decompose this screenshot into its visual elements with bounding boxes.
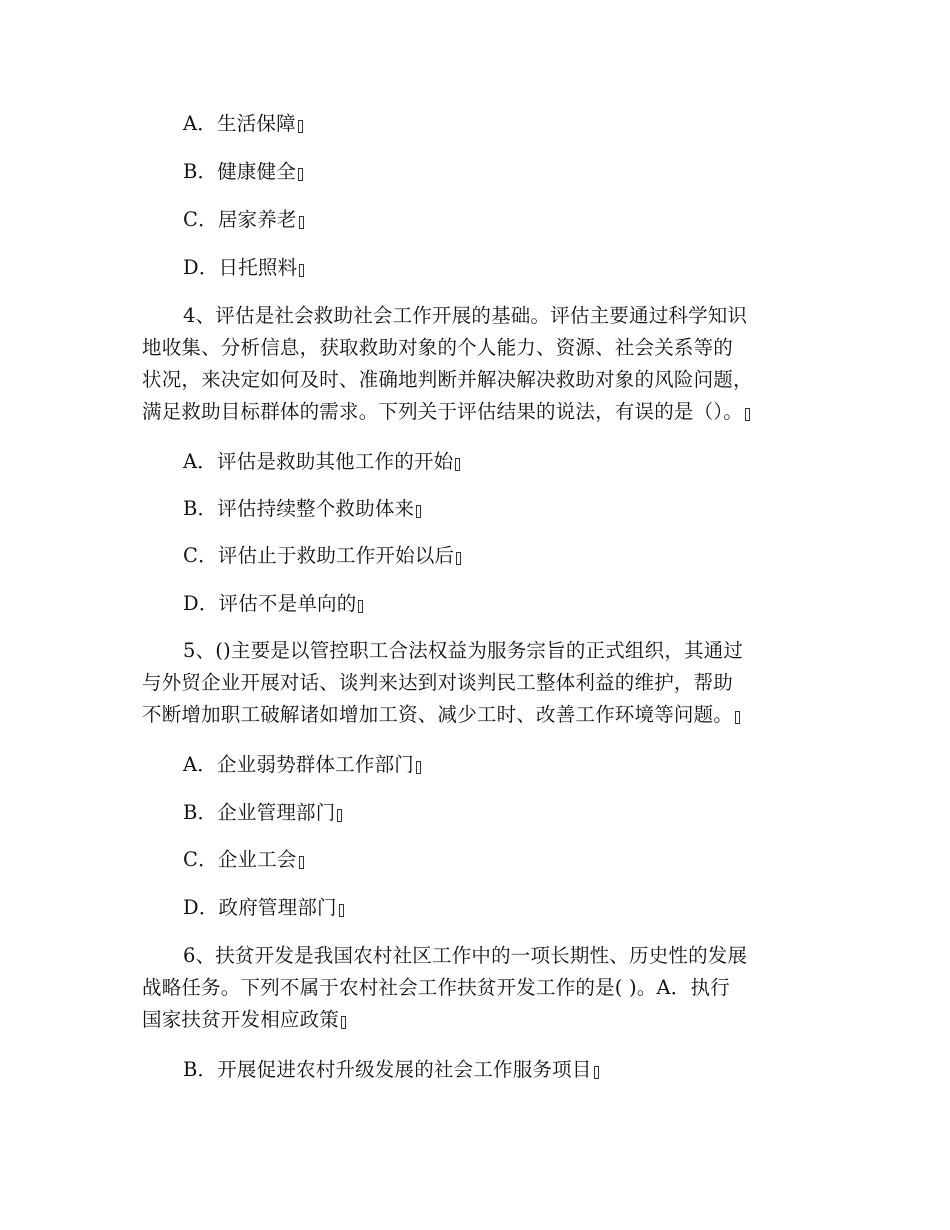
paragraph-mark-icon bbox=[358, 600, 363, 613]
paragraph-mark-icon bbox=[416, 505, 421, 518]
paragraph-mark-icon bbox=[594, 1066, 599, 1079]
q5-option-b: B．企业管理部门 bbox=[183, 799, 342, 827]
paragraph-mark-icon bbox=[337, 809, 342, 822]
paragraph-mark-icon bbox=[299, 264, 304, 277]
q4-option-b: B．评估持续整个救助体来 bbox=[183, 495, 421, 523]
q4-option-c: C．评估止于救助工作开始以后 bbox=[183, 542, 461, 570]
q3-option-c: C．居家养老 bbox=[183, 206, 304, 234]
q4-option-d: D．评估不是单向的 bbox=[183, 590, 363, 618]
paragraph-mark-icon bbox=[299, 216, 304, 229]
q5-stem-line-2: 与外贸企业开展对话、谈判来达到对谈判民工整体利益的维护，帮助 bbox=[142, 671, 734, 694]
q5-option-c: C．企业工会 bbox=[183, 846, 304, 874]
paragraph-mark-icon bbox=[416, 761, 421, 774]
paragraph-mark-icon bbox=[341, 1016, 346, 1029]
paragraph-mark-icon bbox=[339, 904, 344, 917]
paragraph-mark-icon bbox=[298, 168, 303, 181]
q3-option-d: D．日托照料 bbox=[183, 254, 304, 282]
q5-option-d: D．政府管理部门 bbox=[183, 894, 344, 922]
q4-stem-line-2: 地收集、分析信息，获取救助对象的个人能力、资源、社会关系等的 bbox=[142, 336, 734, 359]
q5-stem-line-3: 不断增加职工破解诸如增加工资、减少工时、改善工作环境等问题。 bbox=[142, 701, 740, 729]
q4-stem-line-3: 状况，来决定如何及时、准确地判断并解决解决救助对象的风险问题， bbox=[142, 368, 753, 391]
q6-stem-line-3: 国家扶贫开发相应政策 bbox=[142, 1006, 346, 1034]
q5-stem-line-1: 5、()主要是以管控职工合法权益为服务宗旨的正式组织，其通过 bbox=[183, 639, 744, 662]
q5-option-a: A．企业弱势群体工作部门 bbox=[183, 751, 421, 779]
q6-option-b: B．开展促进农村升级发展的社会工作服务项目 bbox=[183, 1056, 599, 1084]
q4-option-a: A．评估是救助其他工作的开始 bbox=[183, 448, 460, 476]
paragraph-mark-icon bbox=[745, 408, 750, 421]
q4-stem-line-1: 4、评估是社会救助社会工作开展的基础。评估主要通过科学知识 bbox=[183, 304, 748, 327]
paragraph-mark-icon bbox=[456, 552, 461, 565]
paragraph-mark-icon bbox=[455, 458, 460, 471]
paragraph-mark-icon bbox=[299, 856, 304, 869]
q3-option-a: A．生活保障 bbox=[183, 110, 303, 138]
q6-stem-line-2: 战略任务。下列不属于农村社会工作扶贫开发工作的是( )。A．执行 bbox=[142, 976, 730, 999]
q3-option-b: B．健康健全 bbox=[183, 158, 303, 186]
paragraph-mark-icon bbox=[735, 711, 740, 724]
q6-stem-line-1: 6、扶贫开发是我国农村社区工作中的一项长期性、历史性的发展 bbox=[183, 944, 748, 967]
q4-stem-line-4: 满足救助目标群体的需求。下列关于评估结果的说法，有误的是（）。 bbox=[142, 398, 750, 426]
paragraph-mark-icon bbox=[298, 120, 303, 133]
